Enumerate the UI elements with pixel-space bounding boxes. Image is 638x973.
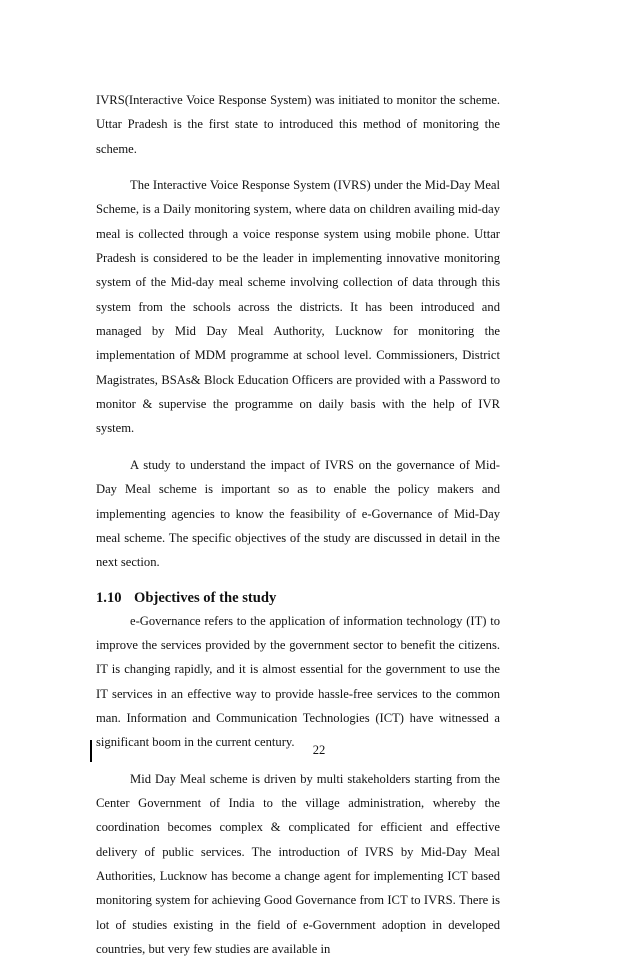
paragraph-study-purpose: A study to understand the impact of IVRS on the governance of Mid-Day Meal scheme is important so as to enable the policy makers and implementing agencies to know the feasibility of e-Governance of Mid-Day meal scheme. The specific objectives of the study are discussed in detail in the next section. <box>96 457 500 570</box>
page-body <box>96 88 500 973</box>
paragraph-ivrs-intro: IVRS(Interactive Voice Response System) was initiated to monitor the scheme. Uttar Pradesh is the first state to introduced this method of monitoring the scheme. <box>96 93 500 156</box>
section-title: Objectives of the study <box>134 589 277 606</box>
paragraph-egovernance: e-Governance refers to the application of information technology (IT) to improve the services provided by the government sector to benefit the citizens. IT is changing rapidly, and it is almost essential for the government to use the IT services in an effective way to provide hassle-free services to the common man. Information and Communication Technologies (ICT) have witnessed a significant boom in the current century. <box>96 613 500 750</box>
section-number: 1.10 <box>96 589 122 606</box>
section-heading <box>96 587 500 609</box>
page-number: 22 <box>312 743 326 757</box>
paragraph-stakeholders: Mid Day Meal scheme is driven by multi stakeholders starting from the Center Government of India to the village administration, whereby the coordination becomes complex & complicated for efficient and effective delivery of public services. The introduction of IVRS by Mid-Day Meal Authorities, Lucknow has become a change agent for implementing ICT based monitoring system for achieving Good Governance from ICT to IVRS. There is lot of studies existing in the field of e-Government adoption in developed countries, but very few studies are available in <box>96 771 500 956</box>
paragraph-ivrs-description: The Interactive Voice Response System (IVRS) under the Mid-Day Meal Scheme, is a Daily monitoring system, where data on children availing mid-day meal is collected through a voice response system using mobile phone. Uttar Pradesh is considered to be the leader in implementing innovative monitoring system of the Mid-day meal scheme involving collection of data through this system from the schools across the districts. It has been introduced and managed by Mid Day Meal Authority, Lucknow for monitoring the implementation of MDM programme at school level. Commissioners, District Magistrates, BSAs& Block Education Officers are provided with a Password to monitor & supervise the programme on daily basis with the help of IVR system. <box>96 178 500 436</box>
